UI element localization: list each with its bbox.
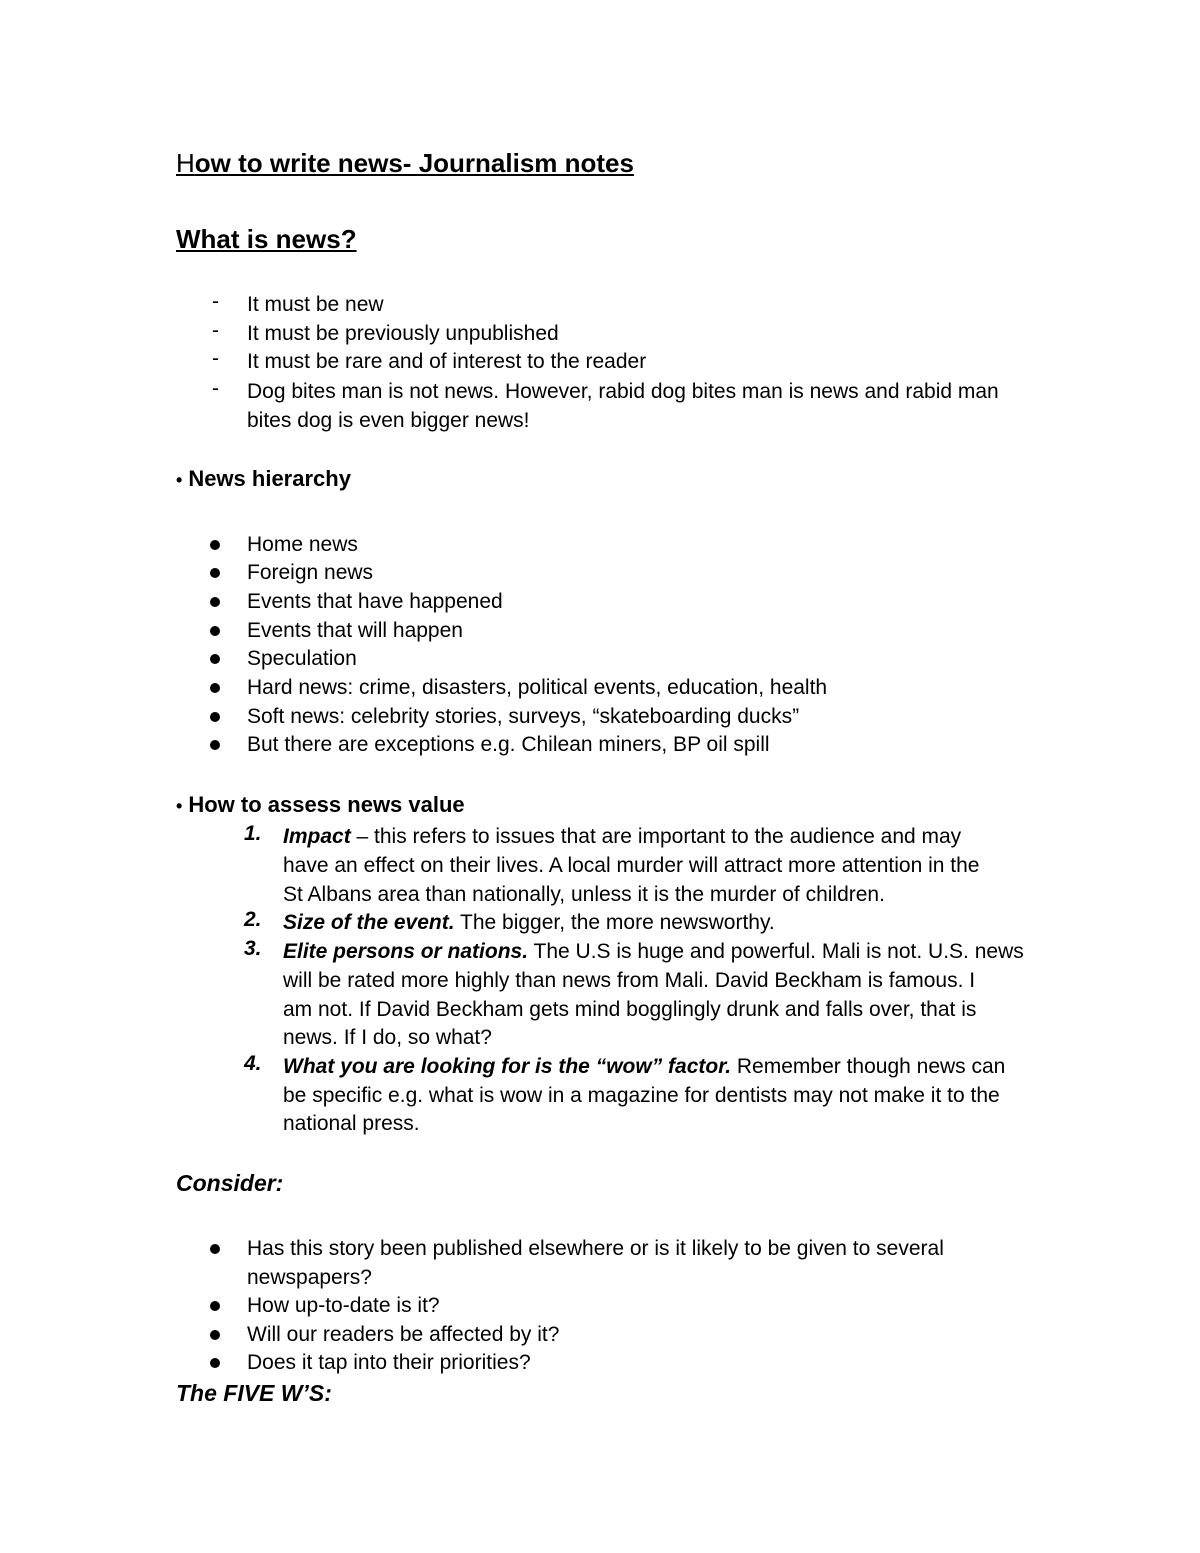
list-item: Home news [247,533,358,556]
list-item: Events that have happened [247,590,503,613]
list-number: 3. [244,937,262,960]
dash-marker: - [212,290,219,313]
list-item: Soft news: celebrity stories, surveys, “skateboarding ducks” [247,705,800,728]
list-item: It must be new [247,293,384,316]
page-title: How to write news- Journalism notes [176,148,634,178]
bullet-icon [210,540,220,550]
bullet-icon [210,1301,220,1311]
dash-marker: - [212,319,219,342]
bullet-icon [210,1244,220,1254]
list-item: Dog bites man is not news. However, rabid dog bites man is news and rabid man [247,380,999,403]
numbered-item-continuation: am not. If David Beckham gets mind bogglingly drunk and falls over, that is [283,998,977,1021]
list-item: It must be rare and of interest to the reader [247,350,647,373]
bullet-icon [210,712,220,722]
numbered-item-continuation: news. If I do, so what? [283,1026,492,1049]
list-item-continuation: bites dog is even bigger news! [247,409,530,432]
list-item: Does it tap into their priorities? [247,1351,531,1374]
list-number: 2. [244,908,262,931]
list-number: 1. [244,822,262,845]
what-is-news-heading: What is news? [176,224,357,254]
list-item: It must be previously unpublished [247,322,559,345]
numbered-item-continuation: national press. [283,1112,420,1135]
numbered-item-continuation: St Albans area than nationally, unless it is the murder of children. [283,883,885,906]
dash-marker: - [212,347,219,370]
list-item: How up-to-date is it? [247,1294,440,1317]
numbered-item-continuation: have an effect on their lives. A local murder will attract more attention in the [283,854,980,877]
bullet-icon [210,683,220,693]
list-item: Hard news: crime, disasters, political events, education, health [247,676,828,699]
list-item-continuation: newspapers? [247,1266,372,1289]
assess-news-value-heading: • How to assess news value [176,792,465,817]
dash-marker: - [212,377,219,400]
list-item: Speculation [247,647,357,670]
list-item: Has this story been published elsewhere or is it likely to be given to several [247,1237,944,1260]
list-item: Foreign news [247,561,374,584]
bullet-icon [210,654,220,664]
news-hierarchy-heading: • News hierarchy [176,466,351,491]
bullet-icon [210,740,220,750]
numbered-item: What you are looking for is the “wow” factor. Remember though news can [283,1055,1006,1078]
list-number: 4. [244,1052,262,1075]
bullet-icon [210,1330,220,1340]
bullet-icon [210,597,220,607]
five-ws-heading: The FIVE W’S: [176,1380,332,1406]
list-item: Events that will happen [247,619,463,642]
bullet-icon [210,626,220,636]
bullet-icon [210,568,220,578]
numbered-item: Size of the event. The bigger, the more newsworthy. [283,911,775,934]
list-item: But there are exceptions e.g. Chilean miners, BP oil spill [247,733,770,756]
list-item: Will our readers be affected by it? [247,1323,560,1346]
consider-heading: Consider: [176,1170,284,1196]
numbered-item: Impact – this refers to issues that are important to the audience and may [283,825,962,848]
bullet-icon [210,1358,220,1368]
numbered-item-continuation: be specific e.g. what is wow in a magazine for dentists may not make it to the [283,1084,1000,1107]
numbered-item: Elite persons or nations. The U.S is huge and powerful. Mali is not. U.S. news [283,940,1024,963]
numbered-item-continuation: will be rated more highly than news from Mali. David Beckham is famous. I [283,969,976,992]
